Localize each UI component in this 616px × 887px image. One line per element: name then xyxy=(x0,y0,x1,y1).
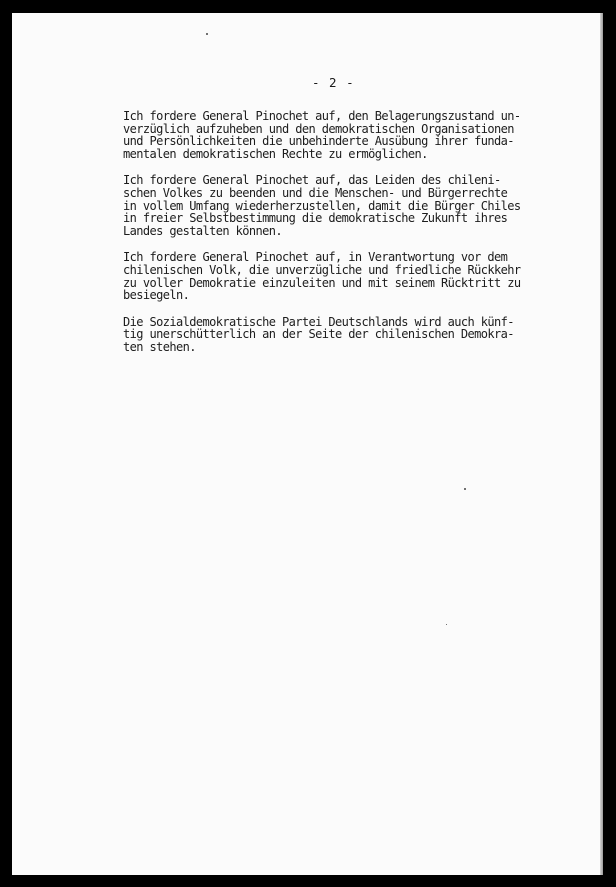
text-line: Ich fordere General Pinochet auf, in Verantwortung vor dem xyxy=(123,250,508,265)
text-line: ten stehen. xyxy=(123,339,196,354)
scan-speck xyxy=(464,488,466,490)
text-line: chilenischen Volk, die unverzügliche und friedliche Rückkehr xyxy=(123,262,521,277)
scan-speck xyxy=(446,624,447,625)
text-line: in freier Selbstbestimmung die demokratische Zukunft ihres xyxy=(123,211,508,226)
document-page xyxy=(12,13,603,875)
text-line: tig unerschütterlich an der Seite der chilenischen Demokra- xyxy=(123,327,514,342)
text-line: besiegeln. xyxy=(123,288,190,303)
paragraph-2 xyxy=(123,174,563,237)
text-line: Die Sozialdemokratische Partei Deutschlands wird auch künf- xyxy=(123,314,514,329)
paragraph-1 xyxy=(123,110,563,160)
text-line: schen Volkes zu beenden und die Menschen- und Bürgerrechte xyxy=(123,185,508,200)
text-line: Landes gestalten können. xyxy=(123,223,282,238)
text-line: in vollem Umfang wiederherzustellen, damit die Bürger Chiles xyxy=(123,198,521,213)
document-body xyxy=(123,110,563,368)
text-line: mentalen demokratischen Rechte zu ermöglichen. xyxy=(123,146,428,161)
paragraph-4 xyxy=(123,316,563,354)
page-number: - 2 - xyxy=(312,75,355,90)
scan-speck xyxy=(206,33,208,35)
text-line: Ich fordere General Pinochet auf, den Belagerungszustand un- xyxy=(123,109,521,123)
text-line: und Persönlichkeiten die unbehinderte Ausübung ihrer funda- xyxy=(123,134,514,149)
text-line: zu voller Demokratie einzuleiten und mit seinem Rücktritt zu xyxy=(123,275,521,290)
text-line: verzüglich aufzuheben und den demokratischen Organisationen xyxy=(123,121,514,136)
paragraph-3 xyxy=(123,251,563,301)
page-edge-shadow xyxy=(600,13,603,875)
text-line: Ich fordere General Pinochet auf, das Leiden des chileni- xyxy=(123,173,501,188)
